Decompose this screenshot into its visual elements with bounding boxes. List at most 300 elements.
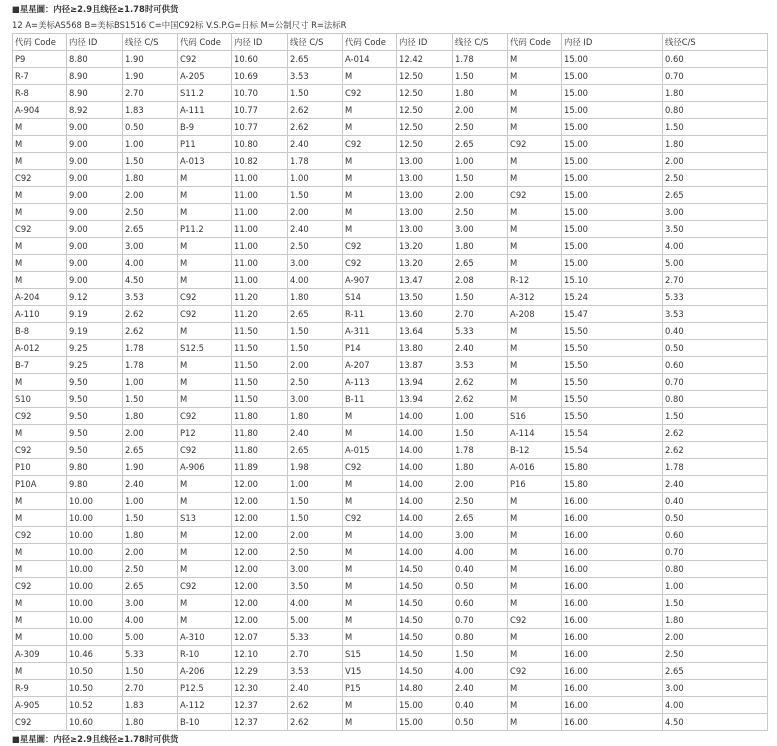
- cell-cs-4: 2.00: [663, 153, 768, 170]
- table-row: [13, 289, 768, 306]
- cell-code-3: M: [343, 578, 397, 595]
- cell-code-3: M: [343, 612, 397, 629]
- cell-code-1: P10A: [13, 476, 67, 493]
- cell-cs-3: 3.00: [453, 527, 508, 544]
- cell-id-1: 9.19: [67, 306, 123, 323]
- cell-id-4: 15.24: [562, 289, 663, 306]
- cell-cs-3: 2.40: [453, 680, 508, 697]
- table-row: [13, 442, 768, 459]
- cell-id-4: 16.00: [562, 714, 663, 731]
- cell-code-1: M: [13, 629, 67, 646]
- availability-note-top: ■星星圖：内径≥2.9且线径≥1.78时可供货: [12, 4, 179, 14]
- cell-id-4: 15.00: [562, 255, 663, 272]
- cell-id-4: 15.00: [562, 68, 663, 85]
- cell-id-4: 15.00: [562, 170, 663, 187]
- cell-code-3: M: [343, 102, 397, 119]
- cell-code-4: M: [508, 153, 562, 170]
- cell-cs-2: 5.00: [288, 612, 343, 629]
- table-row: [13, 119, 768, 136]
- cell-cs-4: 0.80: [663, 561, 768, 578]
- cell-code-1: C92: [13, 578, 67, 595]
- cell-cs-3: 2.65: [453, 510, 508, 527]
- cell-cs-3: 1.80: [453, 85, 508, 102]
- cell-code-4: M: [508, 68, 562, 85]
- cell-cs-3: 0.40: [453, 561, 508, 578]
- cell-id-4: 16.00: [562, 663, 663, 680]
- cell-id-4: 15.00: [562, 238, 663, 255]
- cell-id-1: 10.00: [67, 544, 123, 561]
- cell-code-1: M: [13, 544, 67, 561]
- cell-cs-2: 5.33: [288, 629, 343, 646]
- cell-cs-2: 2.62: [288, 697, 343, 714]
- cell-code-3: P15: [343, 680, 397, 697]
- cell-cs-3: 4.00: [453, 544, 508, 561]
- cell-code-1: M: [13, 136, 67, 153]
- cell-id-4: 16.00: [562, 646, 663, 663]
- table-row: [13, 255, 768, 272]
- cell-id-3: 14.50: [397, 646, 453, 663]
- cell-cs-3: 0.80: [453, 629, 508, 646]
- cell-cs-1: 1.80: [123, 527, 178, 544]
- cell-cs-2: 2.65: [288, 442, 343, 459]
- cell-code-3: M: [343, 425, 397, 442]
- cell-id-1: 9.50: [67, 425, 123, 442]
- cell-code-2: B-10: [178, 714, 232, 731]
- cell-code-1: A-904: [13, 102, 67, 119]
- cell-code-3: P14: [343, 340, 397, 357]
- cell-id-2: 11.00: [232, 272, 288, 289]
- cell-cs-1: 2.40: [123, 476, 178, 493]
- cell-id-2: 11.80: [232, 442, 288, 459]
- cell-code-2: M: [178, 527, 232, 544]
- cell-cs-3: 0.40: [453, 697, 508, 714]
- table-row: [13, 544, 768, 561]
- cell-code-2: C92: [178, 578, 232, 595]
- cell-cs-3: 2.50: [453, 119, 508, 136]
- table-row: [13, 629, 768, 646]
- cell-cs-3: 0.50: [453, 714, 508, 731]
- cell-cs-2: 2.70: [288, 646, 343, 663]
- cell-code-4: M: [508, 527, 562, 544]
- cell-cs-4: 1.80: [663, 612, 768, 629]
- cell-id-2: 11.50: [232, 323, 288, 340]
- cell-id-2: 11.80: [232, 425, 288, 442]
- cell-code-3: A-207: [343, 357, 397, 374]
- cell-cs-3: 2.00: [453, 102, 508, 119]
- cell-cs-1: 1.78: [123, 357, 178, 374]
- cell-id-2: 11.00: [232, 238, 288, 255]
- cell-cs-1: 2.70: [123, 680, 178, 697]
- cell-code-2: A-310: [178, 629, 232, 646]
- cell-code-3: M: [343, 204, 397, 221]
- cell-id-2: 12.00: [232, 595, 288, 612]
- cell-code-2: M: [178, 187, 232, 204]
- cell-cs-3: 0.50: [453, 578, 508, 595]
- cell-code-3: S14: [343, 289, 397, 306]
- cell-id-3: 13.60: [397, 306, 453, 323]
- cell-cs-1: 2.65: [123, 221, 178, 238]
- cell-cs-4: 2.62: [663, 425, 768, 442]
- cell-code-2: C92: [178, 289, 232, 306]
- table-row: [13, 204, 768, 221]
- table-row: [13, 340, 768, 357]
- header-id-2: 内径 ID: [232, 34, 288, 51]
- cell-code-4: C92: [508, 187, 562, 204]
- cell-cs-4: 0.80: [663, 391, 768, 408]
- cell-code-4: M: [508, 323, 562, 340]
- cell-code-3: M: [343, 408, 397, 425]
- cell-cs-4: 0.70: [663, 544, 768, 561]
- cell-code-4: M: [508, 85, 562, 102]
- cell-cs-2: 1.50: [288, 323, 343, 340]
- cell-code-1: M: [13, 153, 67, 170]
- cell-cs-1: 1.90: [123, 68, 178, 85]
- cell-id-2: 11.00: [232, 187, 288, 204]
- cell-cs-1: 2.62: [123, 306, 178, 323]
- cell-id-2: 11.00: [232, 204, 288, 221]
- cell-code-1: M: [13, 425, 67, 442]
- table-row: [13, 323, 768, 340]
- cell-id-1: 9.80: [67, 459, 123, 476]
- cell-cs-1: 4.00: [123, 255, 178, 272]
- cell-cs-2: 4.00: [288, 595, 343, 612]
- cell-id-2: 11.50: [232, 340, 288, 357]
- cell-code-3: C92: [343, 255, 397, 272]
- cell-id-3: 14.50: [397, 578, 453, 595]
- cell-id-1: 10.00: [67, 629, 123, 646]
- cell-code-3: M: [343, 476, 397, 493]
- cell-id-2: 11.50: [232, 357, 288, 374]
- header-cs-2: 线径 C/S: [288, 34, 343, 51]
- cell-code-3: M: [343, 544, 397, 561]
- cell-cs-4: 3.00: [663, 204, 768, 221]
- cell-cs-4: 2.70: [663, 272, 768, 289]
- cell-id-4: 15.00: [562, 187, 663, 204]
- cell-id-2: 11.00: [232, 170, 288, 187]
- cell-id-2: 10.70: [232, 85, 288, 102]
- cell-id-1: 10.00: [67, 561, 123, 578]
- cell-id-4: 16.00: [562, 629, 663, 646]
- cell-code-2: M: [178, 374, 232, 391]
- cell-cs-4: 1.78: [663, 459, 768, 476]
- table-row: [13, 306, 768, 323]
- cell-id-1: 9.50: [67, 374, 123, 391]
- cell-code-4: A-208: [508, 306, 562, 323]
- cell-id-1: 9.00: [67, 238, 123, 255]
- cell-cs-4: 4.00: [663, 238, 768, 255]
- cell-code-1: C92: [13, 527, 67, 544]
- table-row: [13, 697, 768, 714]
- cell-id-2: 11.50: [232, 374, 288, 391]
- cell-code-3: A-014: [343, 51, 397, 68]
- cell-id-3: 13.20: [397, 255, 453, 272]
- table-row: [13, 612, 768, 629]
- cell-code-3: V15: [343, 663, 397, 680]
- cell-cs-4: 1.80: [663, 136, 768, 153]
- cell-code-1: C92: [13, 221, 67, 238]
- cell-id-4: 15.00: [562, 136, 663, 153]
- cell-cs-4: 0.50: [663, 340, 768, 357]
- cell-id-1: 10.00: [67, 493, 123, 510]
- cell-cs-3: 1.50: [453, 289, 508, 306]
- cell-code-4: M: [508, 493, 562, 510]
- cell-cs-3: 2.08: [453, 272, 508, 289]
- cell-id-2: 12.30: [232, 680, 288, 697]
- cell-code-2: A-111: [178, 102, 232, 119]
- cell-code-3: B-11: [343, 391, 397, 408]
- cell-code-4: M: [508, 510, 562, 527]
- cell-cs-3: 1.00: [453, 408, 508, 425]
- table-row: [13, 238, 768, 255]
- cell-cs-2: 1.00: [288, 170, 343, 187]
- cell-cs-4: 5.00: [663, 255, 768, 272]
- cell-id-4: 16.00: [562, 510, 663, 527]
- cell-code-1: A-110: [13, 306, 67, 323]
- cell-cs-4: 2.65: [663, 663, 768, 680]
- cell-id-2: 10.82: [232, 153, 288, 170]
- cell-id-1: 9.00: [67, 187, 123, 204]
- cell-code-2: P12: [178, 425, 232, 442]
- cell-id-3: 14.00: [397, 544, 453, 561]
- cell-cs-2: 1.50: [288, 85, 343, 102]
- cell-cs-2: 1.80: [288, 408, 343, 425]
- cell-code-2: A-112: [178, 697, 232, 714]
- cell-id-3: 12.50: [397, 68, 453, 85]
- cell-cs-2: 2.50: [288, 374, 343, 391]
- cell-cs-1: 1.90: [123, 51, 178, 68]
- cell-code-3: R-11: [343, 306, 397, 323]
- cell-cs-4: 2.62: [663, 442, 768, 459]
- cell-id-2: 12.37: [232, 714, 288, 731]
- cell-id-2: 12.29: [232, 663, 288, 680]
- cell-id-3: 12.50: [397, 85, 453, 102]
- cell-id-4: 16.00: [562, 493, 663, 510]
- cell-cs-3: 1.80: [453, 238, 508, 255]
- cell-code-1: A-204: [13, 289, 67, 306]
- cell-code-2: P11: [178, 136, 232, 153]
- cell-id-4: 15.00: [562, 204, 663, 221]
- cell-id-3: 14.00: [397, 527, 453, 544]
- cell-cs-3: 2.00: [453, 187, 508, 204]
- cell-id-2: 11.20: [232, 289, 288, 306]
- cell-id-1: 9.00: [67, 272, 123, 289]
- cell-id-4: 16.00: [562, 612, 663, 629]
- cell-cs-2: 2.00: [288, 204, 343, 221]
- cell-cs-4: 3.53: [663, 306, 768, 323]
- cell-code-2: A-205: [178, 68, 232, 85]
- cell-cs-4: 2.50: [663, 170, 768, 187]
- cell-cs-4: 0.40: [663, 323, 768, 340]
- cell-cs-2: 2.40: [288, 680, 343, 697]
- cell-cs-1: 2.00: [123, 544, 178, 561]
- standards-legend: 12 A=美标AS568 B=美标BS1516 C=中国C92标 V.S.P.G=日标 M=公制尺寸 R=法标R: [12, 20, 347, 30]
- cell-cs-3: 4.00: [453, 663, 508, 680]
- cell-code-4: M: [508, 680, 562, 697]
- cell-cs-2: 2.40: [288, 425, 343, 442]
- cell-id-3: 14.00: [397, 425, 453, 442]
- cell-id-3: 15.00: [397, 697, 453, 714]
- cell-code-4: M: [508, 561, 562, 578]
- cell-code-2: M: [178, 561, 232, 578]
- cell-code-1: B-7: [13, 357, 67, 374]
- cell-cs-3: 5.33: [453, 323, 508, 340]
- cell-id-1: 9.00: [67, 136, 123, 153]
- cell-id-2: 12.07: [232, 629, 288, 646]
- header-code-4: 代码 Code: [508, 34, 562, 51]
- cell-id-1: 9.80: [67, 476, 123, 493]
- cell-code-1: M: [13, 204, 67, 221]
- cell-code-4: M: [508, 119, 562, 136]
- cell-cs-4: 3.50: [663, 221, 768, 238]
- cell-code-4: M: [508, 340, 562, 357]
- cell-cs-1: 1.80: [123, 714, 178, 731]
- cell-code-4: M: [508, 697, 562, 714]
- cell-code-1: M: [13, 374, 67, 391]
- cell-cs-4: 4.50: [663, 714, 768, 731]
- cell-cs-3: 2.65: [453, 136, 508, 153]
- cell-code-1: M: [13, 255, 67, 272]
- cell-id-3: 12.50: [397, 119, 453, 136]
- cell-code-1: R-9: [13, 680, 67, 697]
- cell-cs-1: 1.80: [123, 170, 178, 187]
- cell-cs-2: 1.98: [288, 459, 343, 476]
- cell-id-3: 13.94: [397, 374, 453, 391]
- cell-code-3: C92: [343, 238, 397, 255]
- cell-cs-3: 1.00: [453, 153, 508, 170]
- cell-id-4: 16.00: [562, 527, 663, 544]
- cell-code-4: M: [508, 578, 562, 595]
- cell-code-3: C92: [343, 459, 397, 476]
- cell-code-1: C92: [13, 714, 67, 731]
- cell-cs-2: 1.50: [288, 187, 343, 204]
- cell-code-2: M: [178, 595, 232, 612]
- cell-id-3: 13.00: [397, 153, 453, 170]
- cell-cs-4: 1.80: [663, 85, 768, 102]
- cell-cs-1: 2.65: [123, 442, 178, 459]
- cell-id-4: 15.00: [562, 119, 663, 136]
- header-cs-3: 线径 C/S: [453, 34, 508, 51]
- cell-cs-3: 1.78: [453, 442, 508, 459]
- cell-id-4: 15.00: [562, 51, 663, 68]
- cell-id-2: 12.00: [232, 476, 288, 493]
- cell-code-2: M: [178, 323, 232, 340]
- cell-cs-1: 3.53: [123, 289, 178, 306]
- cell-id-4: 15.80: [562, 476, 663, 493]
- cell-code-2: M: [178, 170, 232, 187]
- cell-code-3: S15: [343, 646, 397, 663]
- cell-code-4: M: [508, 714, 562, 731]
- availability-note-bottom: ■星星圖：内径≥2.9且线径≥1.78时可供货: [12, 734, 179, 744]
- cell-code-1: P9: [13, 51, 67, 68]
- table-row: [13, 663, 768, 680]
- cell-id-2: 12.00: [232, 527, 288, 544]
- cell-cs-3: 2.00: [453, 476, 508, 493]
- cell-code-2: M: [178, 493, 232, 510]
- cell-code-1: A-905: [13, 697, 67, 714]
- cell-code-4: M: [508, 238, 562, 255]
- cell-cs-4: 5.33: [663, 289, 768, 306]
- cell-id-3: 13.94: [397, 391, 453, 408]
- cell-cs-4: 1.00: [663, 578, 768, 595]
- cell-cs-2: 3.53: [288, 68, 343, 85]
- cell-code-3: M: [343, 527, 397, 544]
- cell-code-2: P12.5: [178, 680, 232, 697]
- cell-cs-2: 2.62: [288, 714, 343, 731]
- cell-cs-4: 2.00: [663, 629, 768, 646]
- header-id-1: 内径 ID: [67, 34, 123, 51]
- cell-id-2: 11.80: [232, 408, 288, 425]
- cell-cs-3: 1.78: [453, 51, 508, 68]
- header-code-2: 代码 Code: [178, 34, 232, 51]
- cell-cs-2: 2.40: [288, 136, 343, 153]
- cell-cs-2: 2.50: [288, 544, 343, 561]
- cell-id-3: 13.00: [397, 221, 453, 238]
- cell-cs-1: 1.50: [123, 153, 178, 170]
- cell-code-4: M: [508, 204, 562, 221]
- cell-id-3: 14.50: [397, 629, 453, 646]
- cell-code-4: C92: [508, 612, 562, 629]
- cell-cs-4: 4.00: [663, 697, 768, 714]
- cell-code-3: M: [343, 714, 397, 731]
- cell-cs-3: 1.50: [453, 425, 508, 442]
- cell-id-4: 16.00: [562, 697, 663, 714]
- table-row: [13, 272, 768, 289]
- cell-code-4: M: [508, 255, 562, 272]
- cell-cs-1: 1.00: [123, 493, 178, 510]
- cell-id-1: 9.00: [67, 119, 123, 136]
- cell-id-1: 10.00: [67, 595, 123, 612]
- cell-code-1: P10: [13, 459, 67, 476]
- cell-code-1: M: [13, 272, 67, 289]
- cell-code-4: S16: [508, 408, 562, 425]
- cell-code-1: A-012: [13, 340, 67, 357]
- cell-id-4: 15.10: [562, 272, 663, 289]
- cell-id-1: 9.00: [67, 170, 123, 187]
- cell-cs-2: 1.50: [288, 493, 343, 510]
- cell-code-3: M: [343, 221, 397, 238]
- cell-code-3: C92: [343, 85, 397, 102]
- cell-code-1: M: [13, 595, 67, 612]
- cell-id-2: 12.37: [232, 697, 288, 714]
- cell-code-4: M: [508, 391, 562, 408]
- cell-cs-2: 3.50: [288, 578, 343, 595]
- cell-code-2: S12.5: [178, 340, 232, 357]
- cell-cs-1: 2.50: [123, 561, 178, 578]
- cell-code-3: M: [343, 68, 397, 85]
- cell-cs-1: 1.50: [123, 663, 178, 680]
- cell-cs-2: 2.50: [288, 238, 343, 255]
- cell-id-3: 13.00: [397, 170, 453, 187]
- cell-code-3: M: [343, 595, 397, 612]
- cell-cs-4: 0.70: [663, 374, 768, 391]
- cell-cs-4: 0.60: [663, 357, 768, 374]
- table-row: [13, 51, 768, 68]
- cell-id-1: 9.50: [67, 442, 123, 459]
- cell-id-4: 16.00: [562, 680, 663, 697]
- cell-code-1: M: [13, 663, 67, 680]
- cell-code-1: A-309: [13, 646, 67, 663]
- cell-code-2: C92: [178, 306, 232, 323]
- table-row: [13, 68, 768, 85]
- cell-cs-2: 4.00: [288, 272, 343, 289]
- cell-code-4: A-312: [508, 289, 562, 306]
- cell-code-4: M: [508, 544, 562, 561]
- cell-cs-2: 1.50: [288, 340, 343, 357]
- cell-id-2: 12.00: [232, 578, 288, 595]
- cell-code-2: B-9: [178, 119, 232, 136]
- cell-code-2: M: [178, 272, 232, 289]
- cell-cs-1: 2.50: [123, 204, 178, 221]
